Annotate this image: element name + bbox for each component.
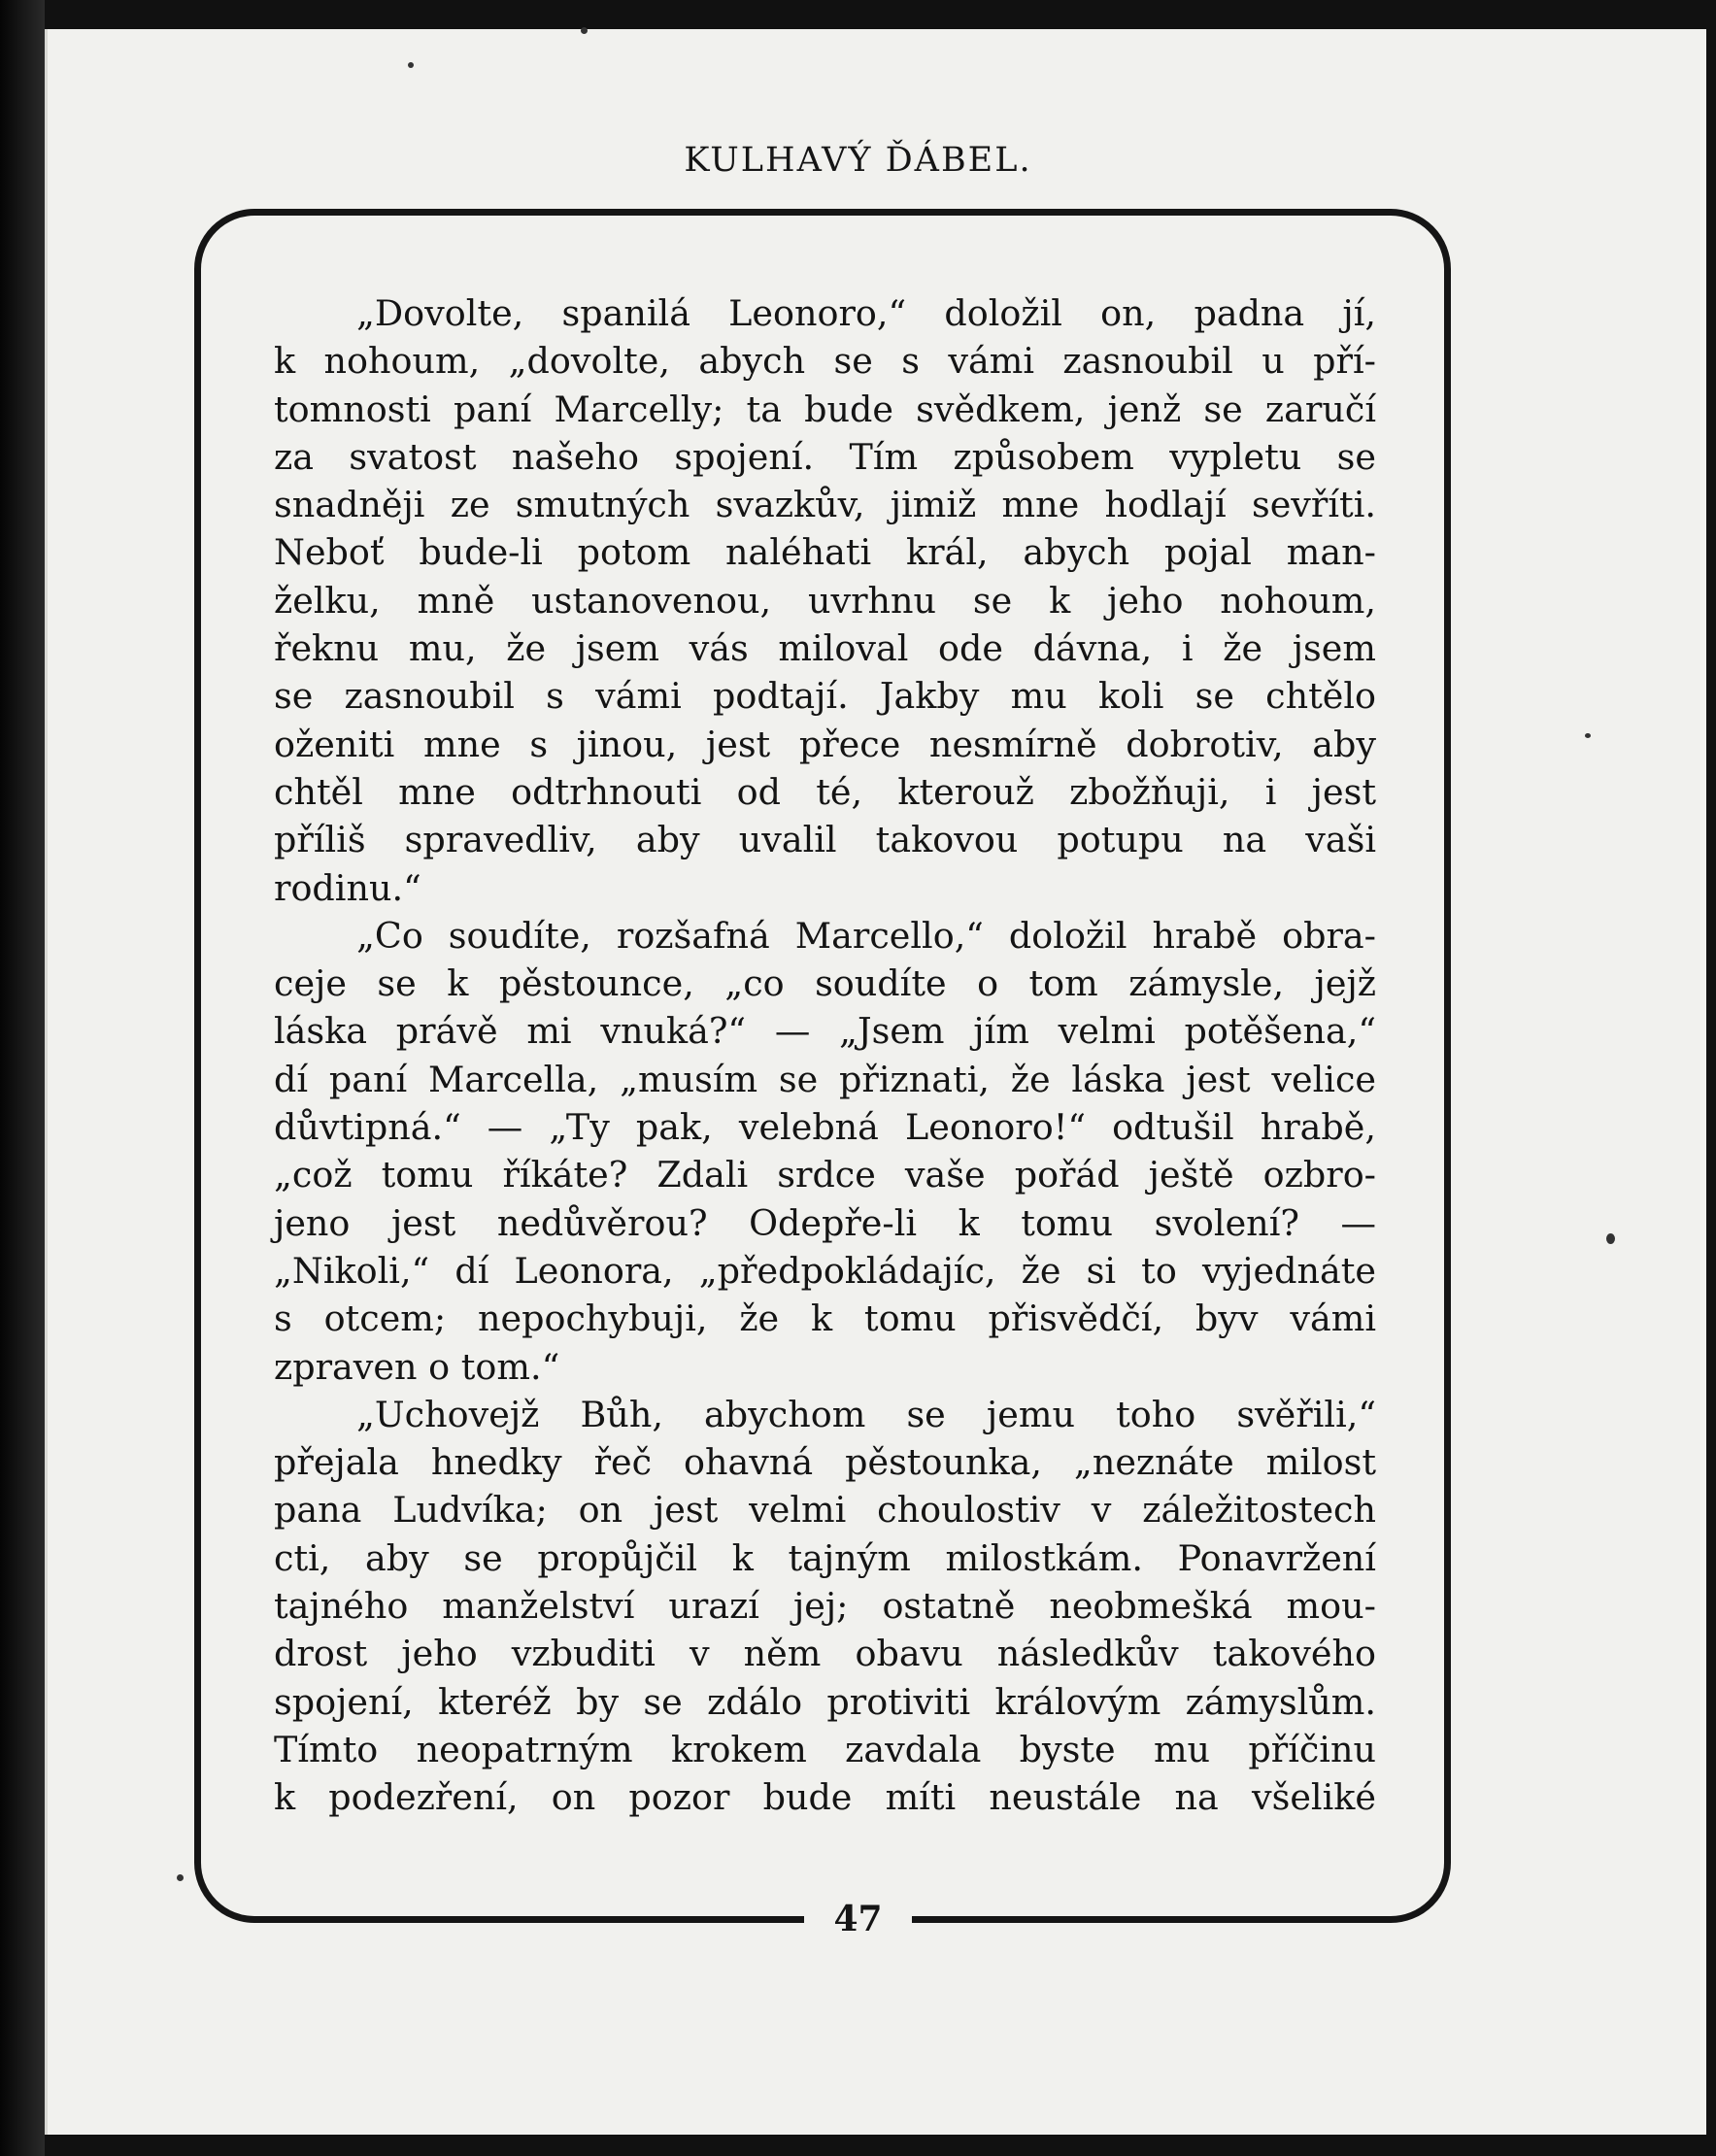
- text-line: za svatost našeho spojení. Tím způsobem vypletu se: [274, 435, 1376, 478]
- text-line: s otcem; nepochybuji, že k tomu přisvědčí, byv vámi: [274, 1297, 1376, 1340]
- text-line: k podezření, on pozor bude míti neustále na všeliké: [274, 1776, 1376, 1819]
- text-line: láska právě mi vnuká?“ — „Jsem jím velmi potěšena,“: [274, 1010, 1376, 1053]
- text-line: „Co soudíte, rozšafná Marcello,“ doložil hrabě obra-: [356, 914, 1376, 957]
- text-line: dí paní Marcella, „musím se přiznati, že láska jest velice: [274, 1058, 1376, 1100]
- text-line: „což tomu říkáte? Zdali srdce vaše pořád ještě ozbro-: [274, 1154, 1376, 1196]
- text-line: přejala hnedky řeč ohavná pěstounka, „neznáte milost: [274, 1441, 1376, 1484]
- text-line: příliš spravedliv, aby uvalil takovou potupu na vaši: [274, 819, 1376, 861]
- text-line: se zasnoubil s vámi podtají. Jakby mu koli se chtělo: [274, 675, 1376, 718]
- text-line: důvtipná.“ — „Ty pak, velebná Leonoro!“ odtušil hrabě,: [274, 1106, 1376, 1149]
- text-line: zpraven o tom.“: [274, 1345, 560, 1388]
- text-line: rodinu.“: [274, 866, 421, 909]
- text-line: ceje se k pěstounce, „co soudíte o tom zámysle, jejž: [274, 962, 1376, 1005]
- page-number-label: 47: [804, 1899, 911, 1939]
- page-number: [0, 1899, 1716, 1939]
- text-line: Tímto neopatrným krokem zavdala byste mu příčinu: [274, 1728, 1376, 1770]
- text-line: chtěl mne odtrhnouti od té, kterouž zbožňuji, i jest: [274, 770, 1376, 813]
- dust-speck: [1606, 1233, 1615, 1244]
- text-line: „Uchovejž Bůh, abychom se jemu toho svěřili,“: [356, 1393, 1376, 1435]
- text-line: k nohoum, „dovolte, abych se s vámi zasnoubil u pří-: [274, 340, 1376, 383]
- dust-speck: [581, 27, 588, 34]
- text-line: tomnosti paní Marcelly; ta bude svědkem, jenž se zaručí: [274, 387, 1376, 430]
- body-text: [274, 289, 1376, 1822]
- text-line: „Nikoli,“ dí Leonora, „předpokládajíc, že si to vyjednáte: [274, 1249, 1376, 1292]
- dust-speck: [177, 1874, 184, 1881]
- text-line: pana Ludvíka; on jest velmi choulostiv v záležitostech: [274, 1489, 1376, 1532]
- text-line: řeknu mu, že jsem vás miloval ode dávna, i že jsem: [274, 627, 1376, 670]
- dust-speck: [1585, 733, 1591, 738]
- text-line: jeno jest nedůvěrou? Odepře-li k tomu svolení? —: [274, 1201, 1376, 1244]
- text-line: želku, mně ustanovenou, uvrhnu se k jeho nohoum,: [274, 579, 1376, 622]
- text-line: drost jeho vzbuditi v něm obavu následkův takového: [274, 1633, 1376, 1675]
- text-line: Neboť bude-li potom naléhati král, abych pojal man-: [274, 531, 1376, 574]
- text-line: „Dovolte, spanilá Leonoro,“ doložil on, padna jí,: [356, 292, 1376, 334]
- text-line: oženiti mne s jinou, jest přece nesmírně dobrotiv, aby: [274, 723, 1376, 765]
- book-spine-shadow: [0, 0, 45, 2156]
- text-line: tajného manželství urazí jej; ostatně neobmešká mou-: [274, 1585, 1376, 1628]
- text-line: spojení, kteréž by se zdálo protiviti královým zámyslům.: [274, 1680, 1376, 1723]
- dust-speck: [408, 62, 414, 68]
- text-line: cti, aby se propůjčil k tajným milostkám. Ponavržení: [274, 1536, 1376, 1579]
- text-line: snadněji ze smutných svazkův, jimiž mne hodlají sevříti.: [274, 484, 1376, 526]
- running-title: KULHAVÝ ĎÁBEL.: [684, 141, 1032, 180]
